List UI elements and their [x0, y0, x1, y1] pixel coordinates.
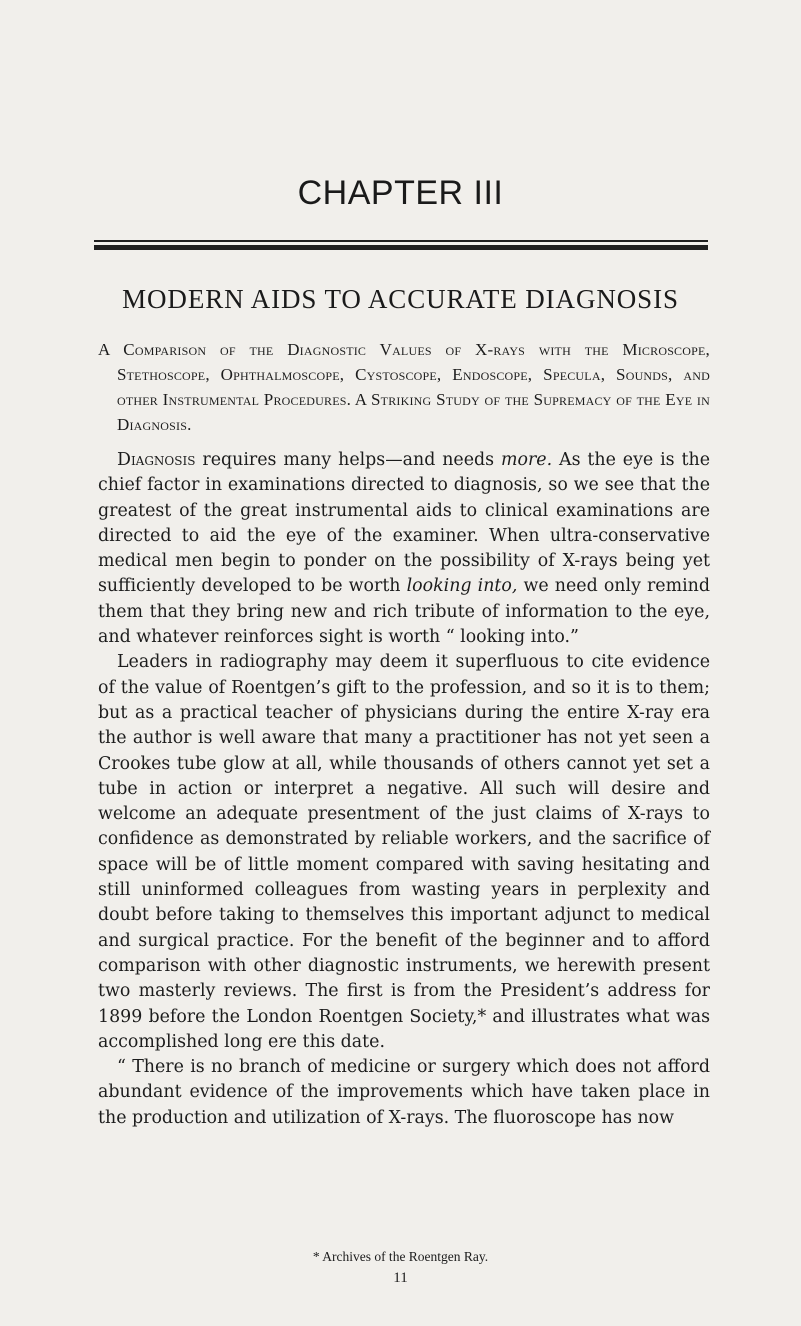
chapter-rule-thin: [94, 240, 708, 242]
paragraph-3: “ There is no branch of medicine or surgery which does not afford abundant evidence of the improvements which have taken place in the production and utilization of X-rays. The fluoroscope has now: [98, 1057, 710, 1128]
chapter-title: MODERN AIDS TO ACCURATE DIAGNOSIS: [122, 284, 679, 314]
chapter-summary: A Comparison of the Diagnostic Values of X-rays with the Microscope, Stethoscope, Ophthalmoscope, Cystoscope, Endoscope, Specula, Sounds, and other Instrumental Procedures. A Striking Study of the Supremacy of the Eye in Diagnosis.: [98, 340, 710, 434]
paragraph-lead-word: Diagnosis: [117, 450, 196, 470]
paragraph-1: [98, 448, 710, 650]
chapter-rule-thick: [94, 245, 708, 250]
paragraph-2: Leaders in radiography may deem it superfluous to cite evidence of the value of Roentgen’s gift to the profession, and so it is to them; but as a practical teacher of physicians during the entire X-ray era the author is well aware that many a practitioner has not yet seen a Crookes tube glow at all, while thousands of others cannot yet set a tube in action or interpret a negative. All such will desire and welcome an adequate presentment of the just claims of X-rays to confidence as demonstrated by reliable workers, and the sacrifice of space will be of little moment compared with saving hesitating and still uninformed colleagues from wasting years in perplexity and doubt before taking to themselves this important adjunct to medical and surgical practice. For the benefit of the beginner and to afford comparison with other diagnostic instruments, we herewith present two masterly reviews. The first is from the President’s address for 1899 before the London Roentgen Society,* and illustrates what was accomplished long ere this date.: [98, 652, 710, 1052]
paragraph-1-emphasis-1: more.: [501, 450, 553, 470]
paragraph-1-part-3: we need only remind them that they bring new and rich tribute of information to the eye, and whatever reinforces sight is worth “ looking into.”: [98, 576, 710, 648]
paragraph-1-emphasis-2: looking into,: [406, 576, 518, 597]
paragraph-1-part-2: As the eye is the chief factor in examinations directed to diagnosis, so we see that the greatest of the great instrumental aids to clinical examinations are directed to aid the eye of the examiner. When ultra-conservative medical men begin to ponder on the possibility of X-rays being yet sufficiently developed to be worth: [98, 450, 710, 597]
footnote: * Archives of the Roentgen Ray.: [312, 1249, 489, 1264]
paragraph-1-part-1: requires many helps—and needs: [195, 450, 501, 470]
page-number: 11: [393, 1270, 408, 1286]
body-text: [98, 448, 710, 1131]
chapter-number: CHAPTER III: [297, 174, 504, 212]
